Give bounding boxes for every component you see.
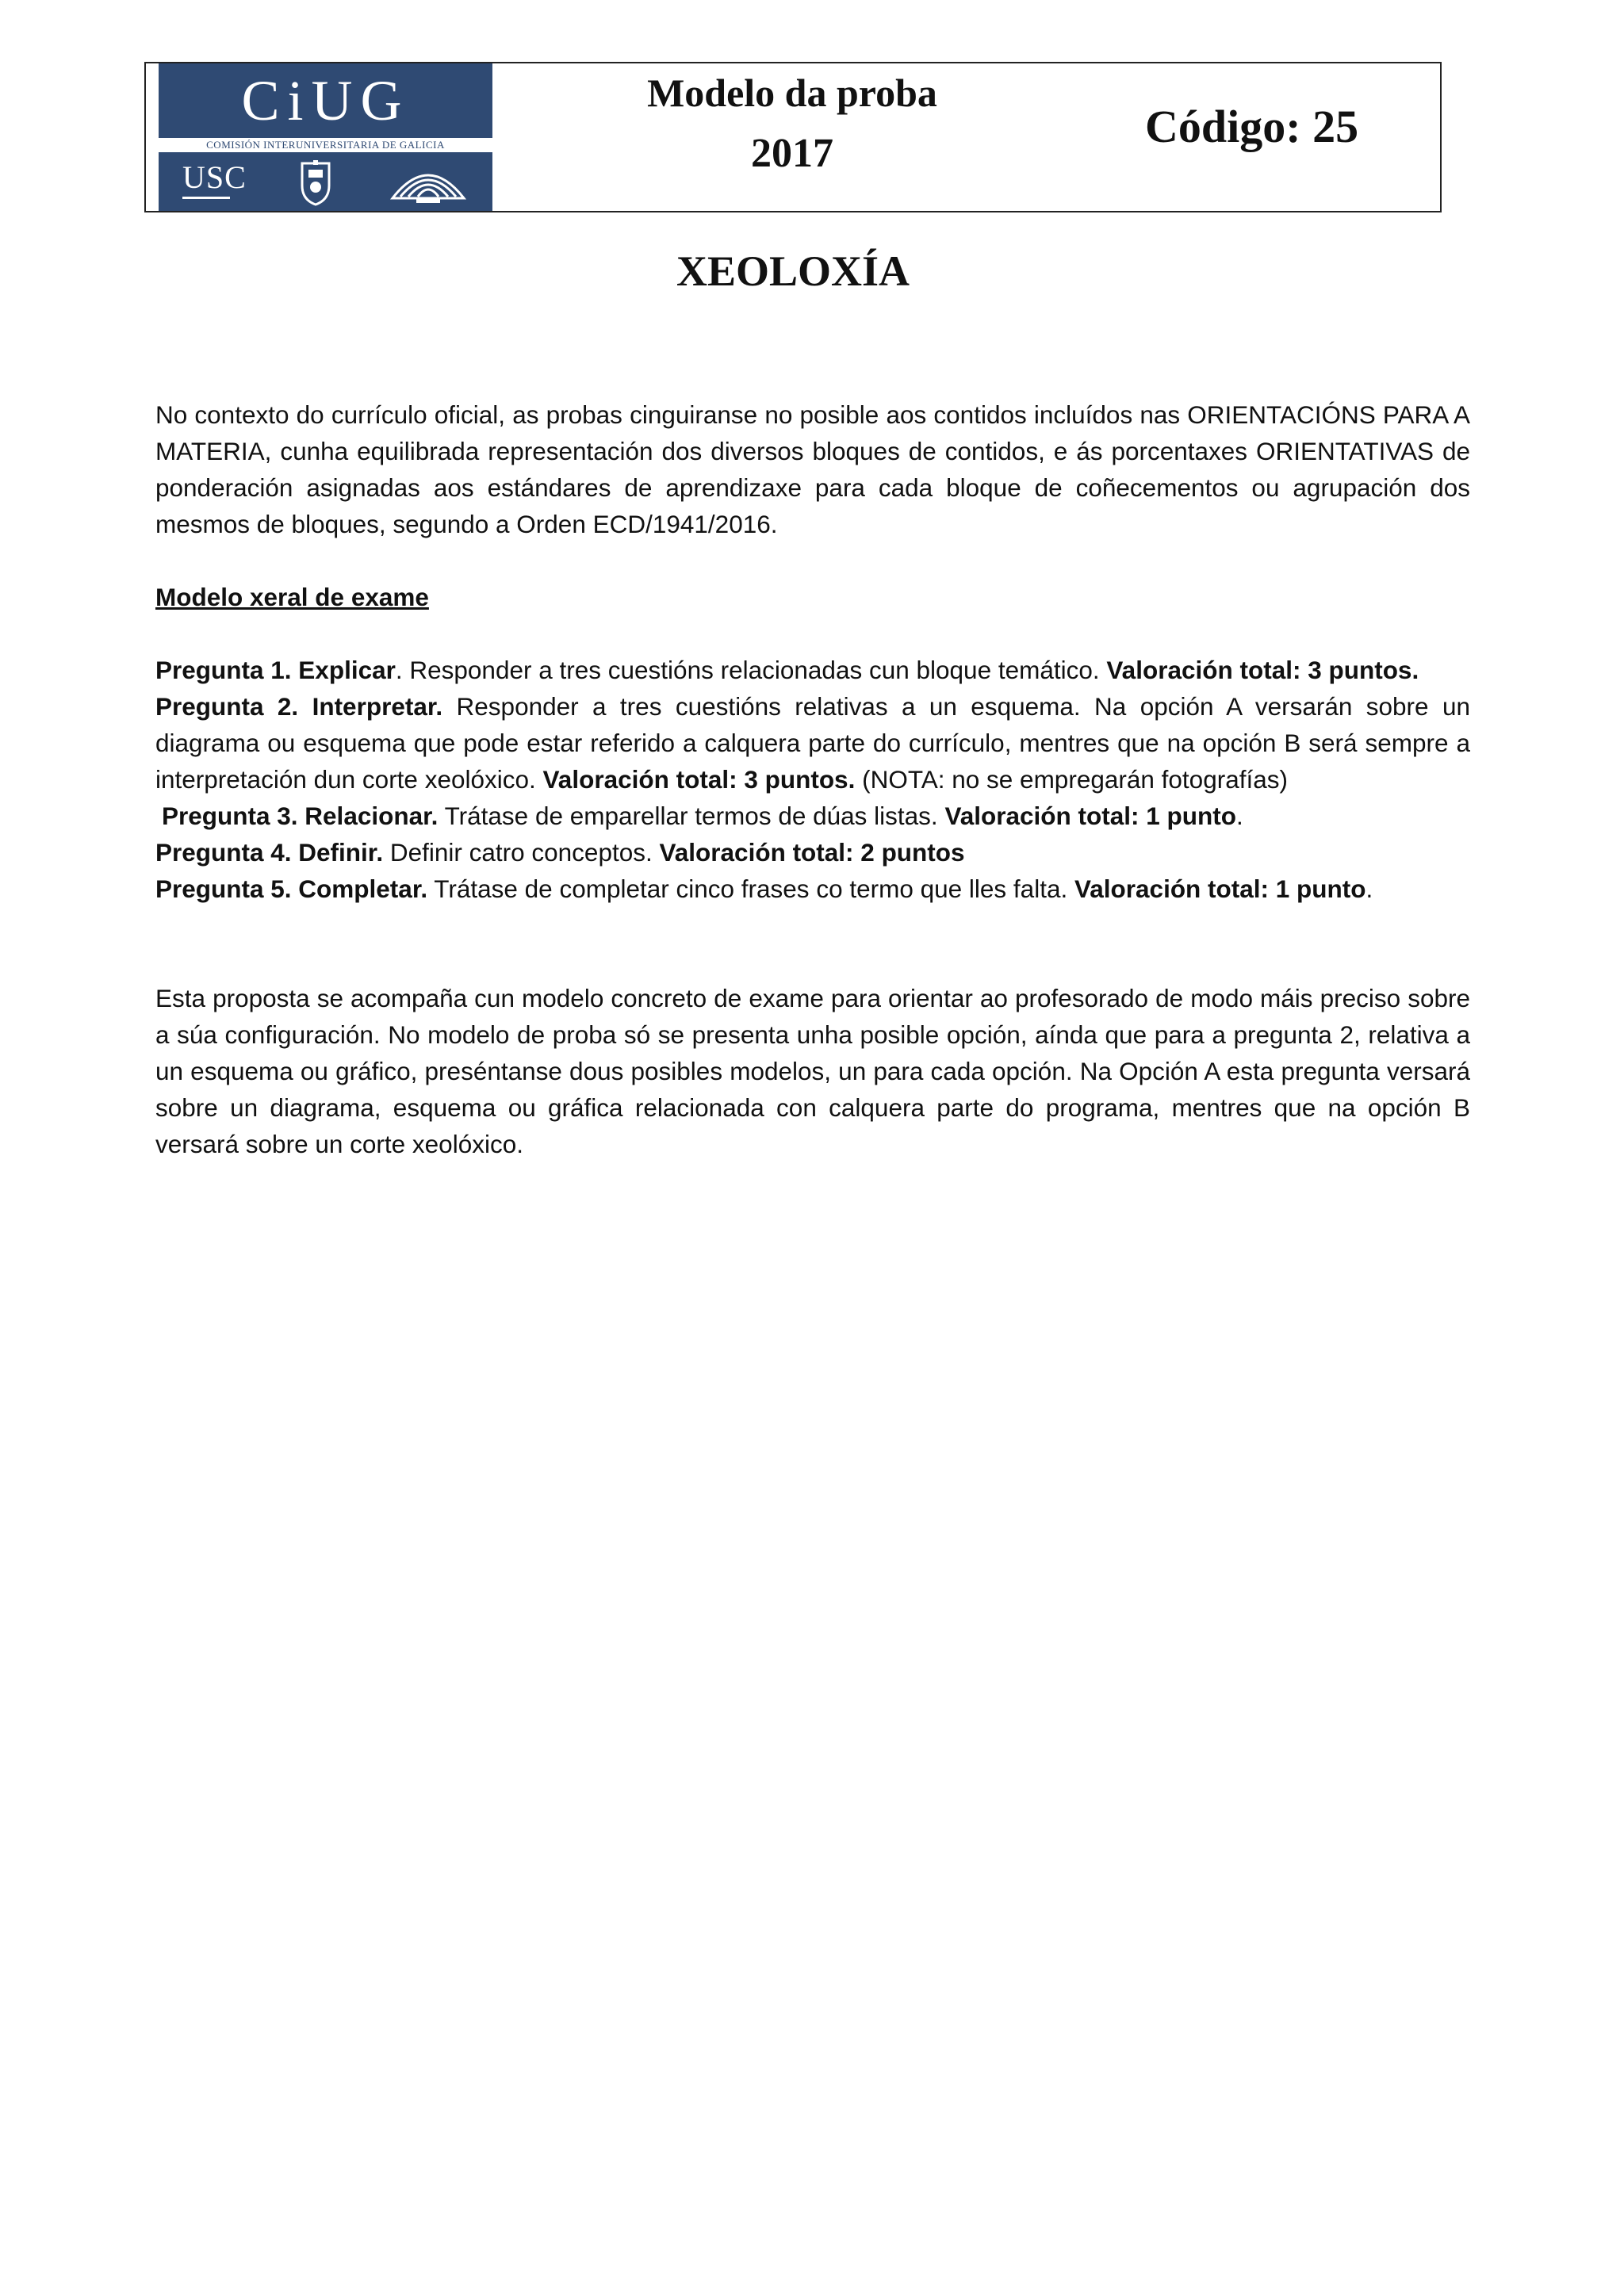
question-item [155, 798, 1470, 834]
question-score: Valoración total: 1 punto [944, 802, 1236, 830]
question-label: Pregunta 1. Explicar [155, 656, 396, 684]
section-heading: Modelo xeral de exame [155, 583, 429, 611]
question-tail: . [1365, 874, 1373, 903]
question-score: Valoración total: 3 puntos. [542, 765, 856, 794]
document-body [155, 396, 1470, 1162]
subject-title: XEOLOXÍA [676, 247, 910, 295]
usc-underline [182, 197, 230, 199]
ciug-logo [159, 63, 492, 211]
logo-bottom-band [159, 154, 492, 211]
question-item [155, 688, 1470, 798]
exam-code: Código: 25 [1145, 101, 1359, 152]
question-item [155, 652, 1470, 688]
usc-logo [182, 160, 255, 205]
model-title: Modelo da proba [647, 71, 937, 115]
question-score: Valoración total: 1 punto [1074, 874, 1366, 903]
question-item [155, 834, 1470, 871]
question-text: Trátase de emparellar termos de dúas listas. [438, 802, 945, 830]
university-seal-icon [297, 159, 334, 206]
question-text: . Responder a tres cuestións relacionadas cun bloque temático. [395, 656, 1107, 684]
question-label: Pregunta 2. Interpretar. [155, 692, 443, 721]
model-title-block [622, 63, 963, 211]
question-score: Valoración total: 3 puntos. [1106, 656, 1419, 684]
question-label: Pregunta 4. Definir. [155, 838, 384, 867]
question-score: Valoración total: 2 puntos [659, 838, 965, 867]
question-item [155, 871, 1470, 907]
question-label: Pregunta 5. Completar. [155, 874, 428, 903]
logo-subtitle: COMISIÓN INTERUNIVERSITARIA DE GALICIA [159, 136, 492, 154]
header-box [144, 62, 1442, 212]
logo-top-band [159, 63, 492, 136]
question-label: Pregunta 3. Relacionar. [162, 802, 439, 830]
logo-name: CiUG [241, 69, 410, 132]
question-text: Definir catro conceptos. [383, 838, 660, 867]
question-tail: (NOTA: no se empregarán fotografías) [855, 765, 1288, 794]
model-year: 2017 [751, 131, 833, 176]
intro-paragraph: No contexto do currículo oficial, as probas cinguiranse no posible aos contidos incluídos nas ORIENTACIÓNS PARA A MATERIA, cunha equilibrada representación dos diversos bloques de contidos, e ás porcentaxes ORIENTATIVAS de ponderación asignadas aos estándares de aprendizaxe para cada bloque de coñecementos ou agrupación dos mesmos de bloques, segundo a Orden ECD/1941/2016. [155, 400, 1470, 538]
question-tail: . [1235, 802, 1243, 830]
scallop-shell-icon [385, 160, 472, 205]
closing-paragraph: Esta proposta se acompaña cun modelo concreto de exame para orientar ao profesorado de modo máis preciso sobre a súa configuración. No modelo de proba só se presenta unha posible opción, aínda que para a pregunta 2, relativa a un esquema ou gráfico, preséntanse dous posibles modelos, un para cada opción. Na Opción A esta pregunta versará sobre un diagrama, esquema ou gráfica relacionada con calquera parte do programa, mentres que na opción B versará sobre un corte xeolóxico. [155, 984, 1470, 1158]
question-text: Trátase de completar cinco frases co termo que lles falta. [427, 874, 1074, 903]
usc-logo-text: USC [182, 159, 247, 195]
question-text: Responder a tres cuestións relativas a un esquema. Na opción A versarán sobre un diagrama ou esquema que pode estar referido a calquera parte do currículo, mentres que na opción B será sempre a interpretación dun corte xeolóxico. [155, 692, 1470, 794]
